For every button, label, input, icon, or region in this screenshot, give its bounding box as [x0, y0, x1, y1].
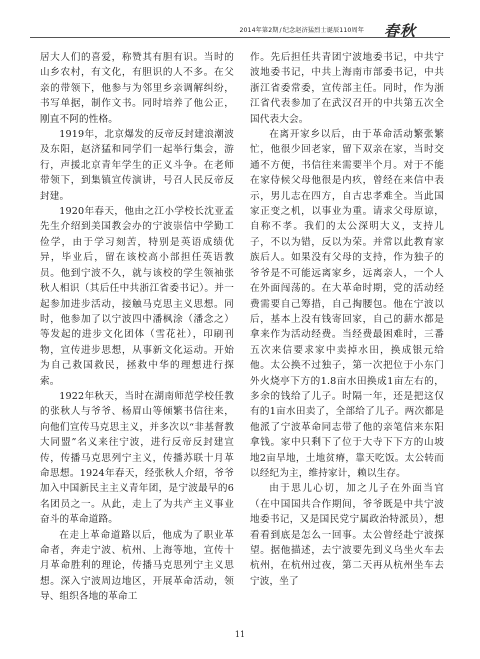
paragraph: 在走上革命道路以后，他成为了职业革命者，奔走宁波、杭州、上海等地，宣传十月革命胜利的理论，传播马克思列宁主义思想。深入宁波周边地区，开展革命活动，领导、组织各地的革命工: [40, 529, 234, 603]
feature-title: 纪念赵济猛烈士诞辰110周年: [282, 27, 364, 34]
paragraph: 1922年秋天，当时在湖南师范学校任教的张秋人与爷爷、杨眉山等倾繁书信往来，向他们宣传马克思主义，并多次以“非基督教大同盟”名义来往宁波，进行反帝反封建宣传，传播马克思列宁主义，传播苏联十月革命思想。1924年春天，经张秋人介绍，爷爷加入中国新民主主义青年团，是宁波最早的6名团员之一。从此，走上了为共产主义事业奋斗的革命道路。: [40, 390, 234, 526]
paragraph: 作。先后担任共青团宁波地委书记，中共宁波地委书记，中共上海南市部委书记，中共浙江省委常委，宣传部主任。同时，作为浙江省代表参加了在武汉召开的中共第五次全国代表大会。: [250, 52, 444, 125]
page-number: 11: [234, 630, 246, 639]
right-column: [250, 50, 444, 620]
magazine-logo: 春秋: [383, 22, 416, 40]
paragraph: 在离开家乡以后，由于革命活动繁张繁忙，他很少回老家，留下双亲在家，当时交通不方便，书信往来需要半个月。对于不能在家侍候父母他很是内疚，曾经在来信中表示，男儿志在四方，自古忠孝难全。当此国家正变之机，以事业为重。请求父母原谅，自称不孝。我们的太公深明大义，支持儿子，不以为错，反以为荣。并常以此教育家族后人。如果没有父母的支持，作为独子的爷爷是不可能远离家乡，远离亲人，一个人在外面闯荡的。在大革命时期，党的活动经费需要自己筹措，自己掏腰包。他在宁波以后，基本上没有钱寄回家，自己的薪水都是拿来作为活动经费。当经费最困难时，三番五次来信要求家中卖掉水田，换成银元给他。太公换不过独子，第一次把位于小东门外火烧亭下方的1.8亩水田换成1亩左右的，多余的钱给了儿子。时隔一年，还是把这仅有的1亩水田卖了，全部给了儿子。两次都是他派了宁波革命同志带了他的亲笔信来东阳拿钱。家中只剩下了位于大寺下下方的山坡地2亩旱地，土地贫瘠，靠天吃饭。太公转而以经纪为主，维持家计，赖以生存。: [250, 129, 444, 479]
header-rule: [30, 37, 450, 38]
article-body: [40, 50, 444, 620]
paragraph: 1920年春天，他由之江小学校长沈亚孟先生介绍到美国教会办的宁波崇信中学勤工俭学，由于学习刻苦，特别是英语成绩优异，毕业后，留在该校高小部担任英语教员。他到宁波不久，就与该校的学生领袖张秋人相识（其后任中共浙江省委书记）。并一起参加进步活动，接触马克思主义思想。同时，他参加了以宁波四中潘枫涂（潘念之）等发起的进步文化团体（雪花社），印刷刊物，宣传进步思想，从事新文化运动。开始为自己救国救民，拯救中华的理想进行探索。: [40, 206, 234, 387]
paragraph: 1919年，北京爆发的反帝反封建浪潮波及东阳，赵济猛和同学们一起举行集会，游行，声援北京青年学生的正义斗争。在老师带领下，到集镇宣传演讲，号召人民反帝反封建。: [40, 129, 234, 202]
paragraph: 居大人们的喜爱，称赞其有胆有识。当时的山乡农村，有文化，有胆识的人不多。在父亲的带领下，他参与为邻里乡亲调解纠纷，书写单据，制作文书。同时培养了他公正，刚直不阿的性格。: [40, 52, 234, 125]
paragraph: 由于思儿心切，加之儿子在外面当官（在中国国共合作期间，爷爷既是中共宁波地委书记，又是国民党宁属政治特派员），想看看到底是怎么一回事。太公曾经赴宁波探望。据他描述，去宁波要先到义乌坐火车去杭州，在杭州过夜，第二天再从杭州坐车去宁波，坐了: [250, 483, 444, 587]
header-issue-line: [239, 25, 364, 34]
header-separator: /: [279, 27, 282, 34]
left-column: [40, 50, 234, 620]
issue-label: 2014年第2期: [239, 27, 279, 34]
